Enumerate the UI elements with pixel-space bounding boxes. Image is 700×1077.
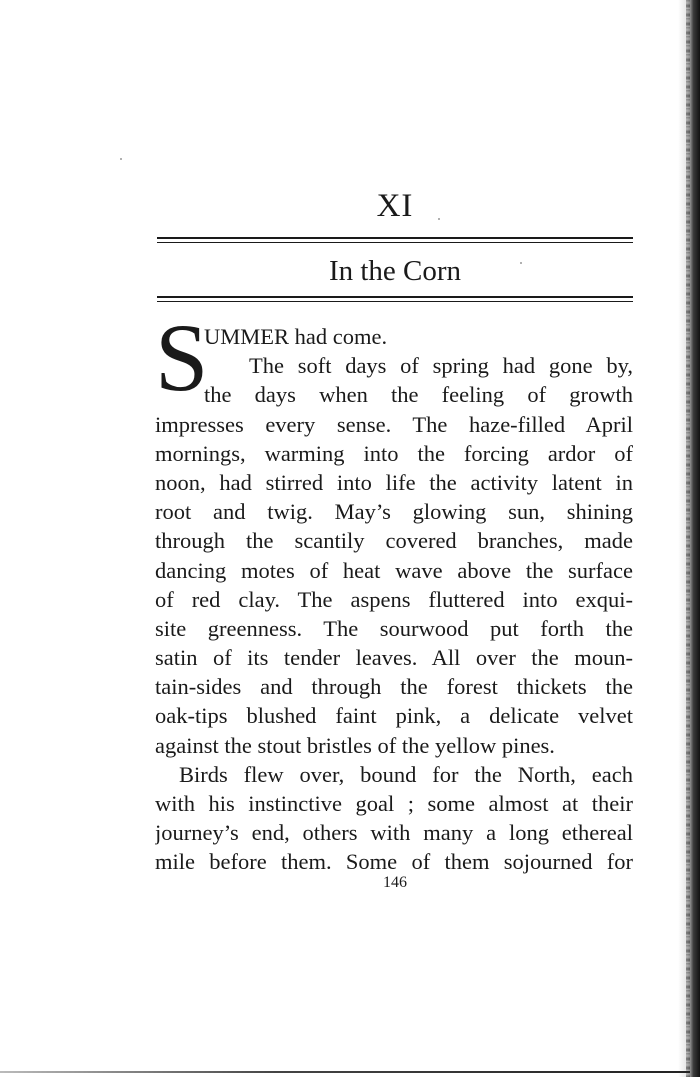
bottom-edge-shadow xyxy=(0,1071,690,1073)
text-line: oak-tips blushed faint pink, a delicate velvet xyxy=(155,703,633,729)
text-line: of red clay. The aspens fluttered into exqui- xyxy=(155,586,633,612)
chapter-title: In the Corn xyxy=(328,255,462,287)
text-line: root and twig. May’s glowing sun, shining xyxy=(155,499,633,525)
page-number: 146 xyxy=(383,874,407,891)
text-line: satin of its tender leaves. All over the moun- xyxy=(155,645,633,671)
text-line: impresses every sense. The haze-filled April xyxy=(155,411,633,437)
text-line: Birds flew over, bound for the North, each xyxy=(179,761,633,787)
title-rule-bottom xyxy=(157,296,633,302)
text-line: noon, had stirred into life the activity latent in xyxy=(155,469,633,495)
text-line: with his instinctive goal ; some almost at their xyxy=(155,791,633,816)
title-rule-top xyxy=(157,237,633,243)
text-line: dancing motes of heat wave above the surface xyxy=(155,557,633,583)
text-line: through the scantily covered branches, made xyxy=(155,528,633,554)
text-line: mornings, warming into the forcing ardor of xyxy=(155,440,633,466)
text-line: mile before them. Some of them sojourned for xyxy=(155,849,633,875)
drop-cap: S xyxy=(155,304,209,411)
page-edge-texture xyxy=(686,0,690,1077)
scan-speck xyxy=(120,158,122,160)
text-line: The soft days of spring had gone by, xyxy=(249,353,633,379)
text-line: journey’s end, others with many a long ethereal xyxy=(155,820,633,846)
text-line: the days when the feeling of growth xyxy=(204,382,633,408)
text-line: tain-sides and through the forest thickets the xyxy=(155,674,633,700)
body-text xyxy=(155,322,633,877)
text-line: UMMER had come. xyxy=(204,324,388,349)
chapter-number: XI xyxy=(376,188,414,224)
text-line: site greenness. The sourwood put forth the xyxy=(155,615,633,641)
text-line: against the stout bristles of the yellow pines. xyxy=(155,732,555,758)
